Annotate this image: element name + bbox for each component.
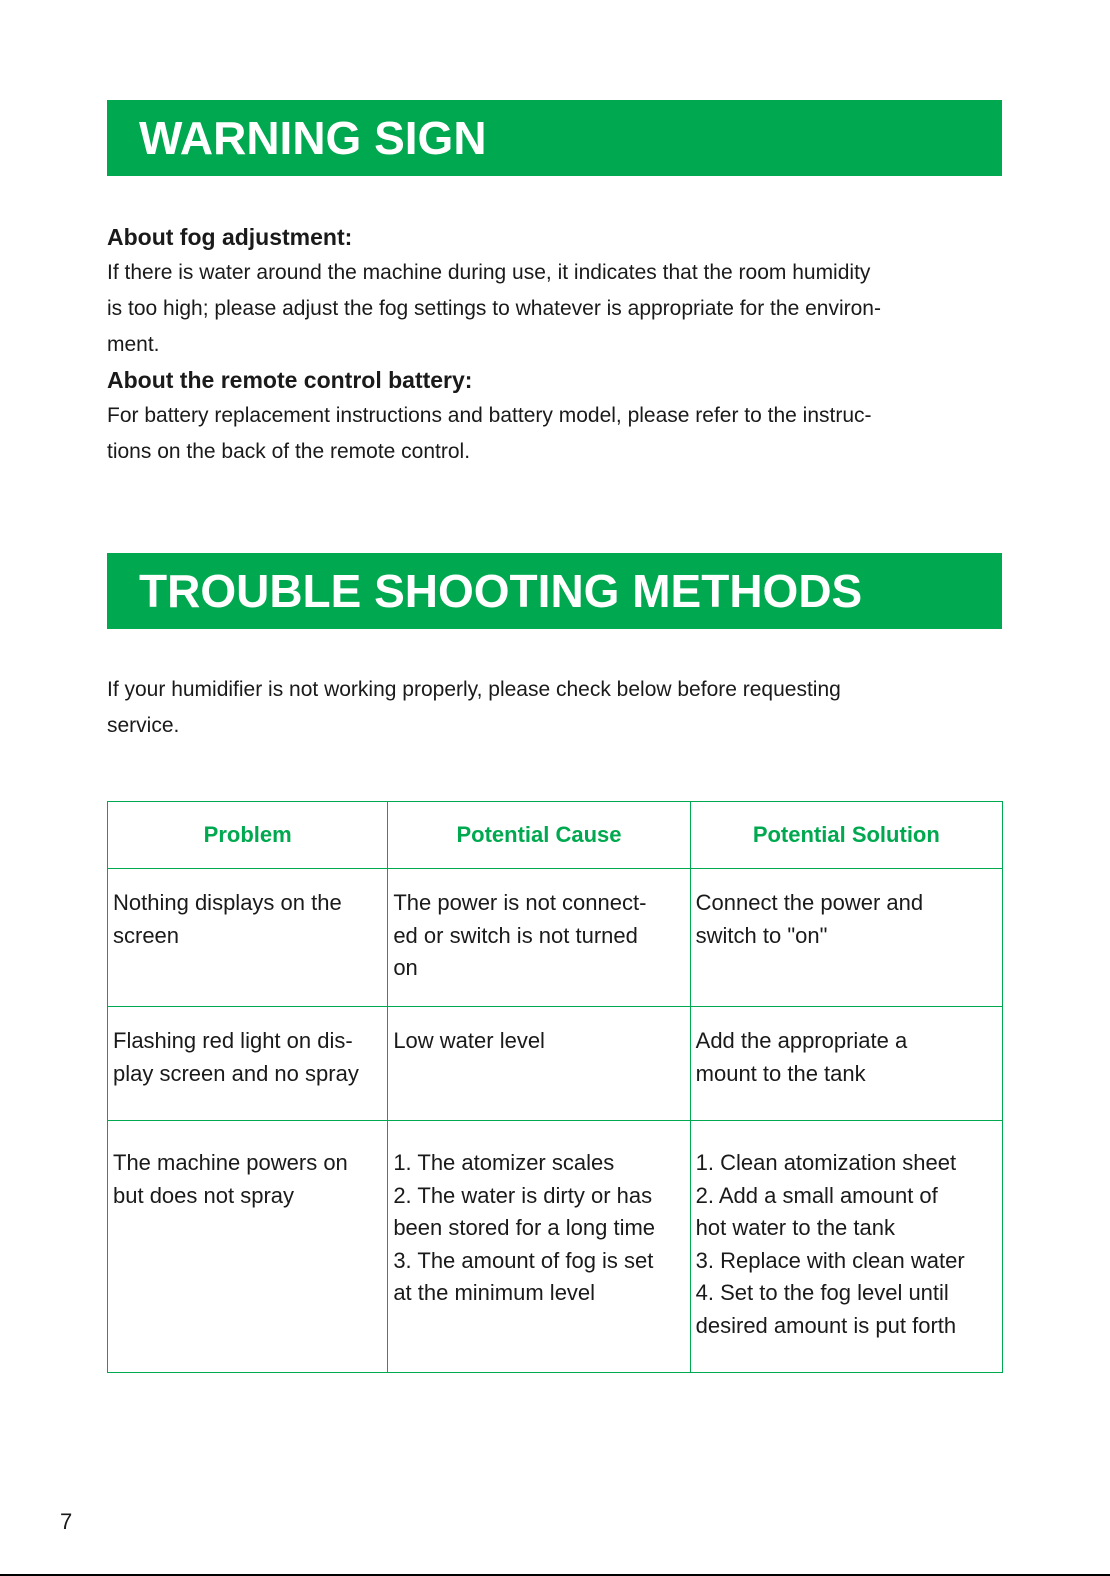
cell-line: 2. The water is dirty or has: [393, 1182, 653, 1208]
warning-section: [107, 220, 1002, 470]
cell-line: 2. Add a small amount of: [695, 1182, 938, 1208]
cell-line: 3. The amount of fog is set: [393, 1247, 654, 1273]
cell-line: 1. The atomizer scales: [393, 1150, 615, 1175]
cell-line: 4. Set to the fog level until: [695, 1280, 949, 1305]
problem-cell: [108, 1007, 388, 1121]
problem-cell: [108, 1121, 388, 1373]
troubleshooting-intro: [107, 672, 1002, 744]
text-line: ment.: [107, 333, 160, 356]
cell-line: been stored for a long time: [393, 1215, 656, 1240]
cell-line: 1. Clean atomization sheet: [695, 1150, 957, 1175]
cell-line: Connect the power and: [695, 890, 924, 915]
cause-cell: [388, 1121, 690, 1373]
solution-cell: [690, 1121, 1002, 1373]
problem-cell: [108, 869, 388, 1007]
cell-line: 3. Replace with clean water: [695, 1247, 965, 1273]
troubleshooting-banner: TROUBLE SHOOTING METHODS: [107, 553, 1002, 629]
cell-line: Low water level: [393, 1028, 545, 1053]
cell-line: on: [393, 955, 418, 980]
cell-line: mount to the tank: [695, 1060, 866, 1086]
solution-cell: [690, 1007, 1002, 1121]
cause-cell: [388, 1007, 690, 1121]
text-line: If your humidifier is not working properly, please check below before requesting: [107, 678, 841, 701]
text-line: For battery replacement instructions and battery model, please refer to the instruc-: [107, 404, 872, 427]
cell-line: switch to "on": [695, 922, 828, 948]
cell-line: hot water to the tank: [695, 1215, 895, 1240]
header-potential-cause: Potential Cause: [388, 802, 690, 869]
cell-line: at the minimum level: [393, 1280, 596, 1305]
troubleshooting-table: [107, 801, 1003, 1373]
warning-sign-banner: WARNING SIGN: [107, 100, 1002, 176]
text-line: tions on the back of the remote control.: [107, 440, 471, 463]
cell-line: desired amount is put forth: [695, 1312, 957, 1338]
cell-line: The machine powers on: [113, 1150, 348, 1175]
table-row: [108, 1121, 1003, 1373]
remote-battery-heading: About the remote control battery:: [107, 367, 473, 393]
cell-line: screen: [113, 922, 180, 948]
cell-line: ed or switch is not turned: [393, 922, 638, 948]
table-row: [108, 869, 1003, 1007]
page-number: 7: [60, 1509, 73, 1534]
table-row: [108, 1007, 1003, 1121]
cause-cell: [388, 869, 690, 1007]
cell-line: Flashing red light on dis-: [113, 1028, 353, 1053]
remote-battery-text: [107, 398, 1002, 470]
table-header-row: [108, 802, 1003, 869]
text-line: If there is water around the machine during use, it indicates that the room humidity: [107, 261, 871, 284]
fog-adjustment-heading: About fog adjustment:: [107, 224, 353, 250]
cell-line: Nothing displays on the: [113, 890, 342, 915]
fog-adjustment-text: [107, 255, 1002, 363]
cell-line: Add the appropriate a: [695, 1028, 908, 1053]
header-problem: Problem: [108, 802, 388, 869]
text-line: service.: [107, 714, 180, 737]
solution-cell: [690, 869, 1002, 1007]
header-potential-solution: Potential Solution: [690, 802, 1002, 869]
cell-line: The power is not connect-: [393, 890, 647, 915]
cell-line: play screen and no spray: [113, 1060, 359, 1086]
text-line: is too high; please adjust the fog settings to whatever is appropriate for the environ-: [107, 297, 881, 320]
cell-line: but does not spray: [113, 1182, 295, 1208]
